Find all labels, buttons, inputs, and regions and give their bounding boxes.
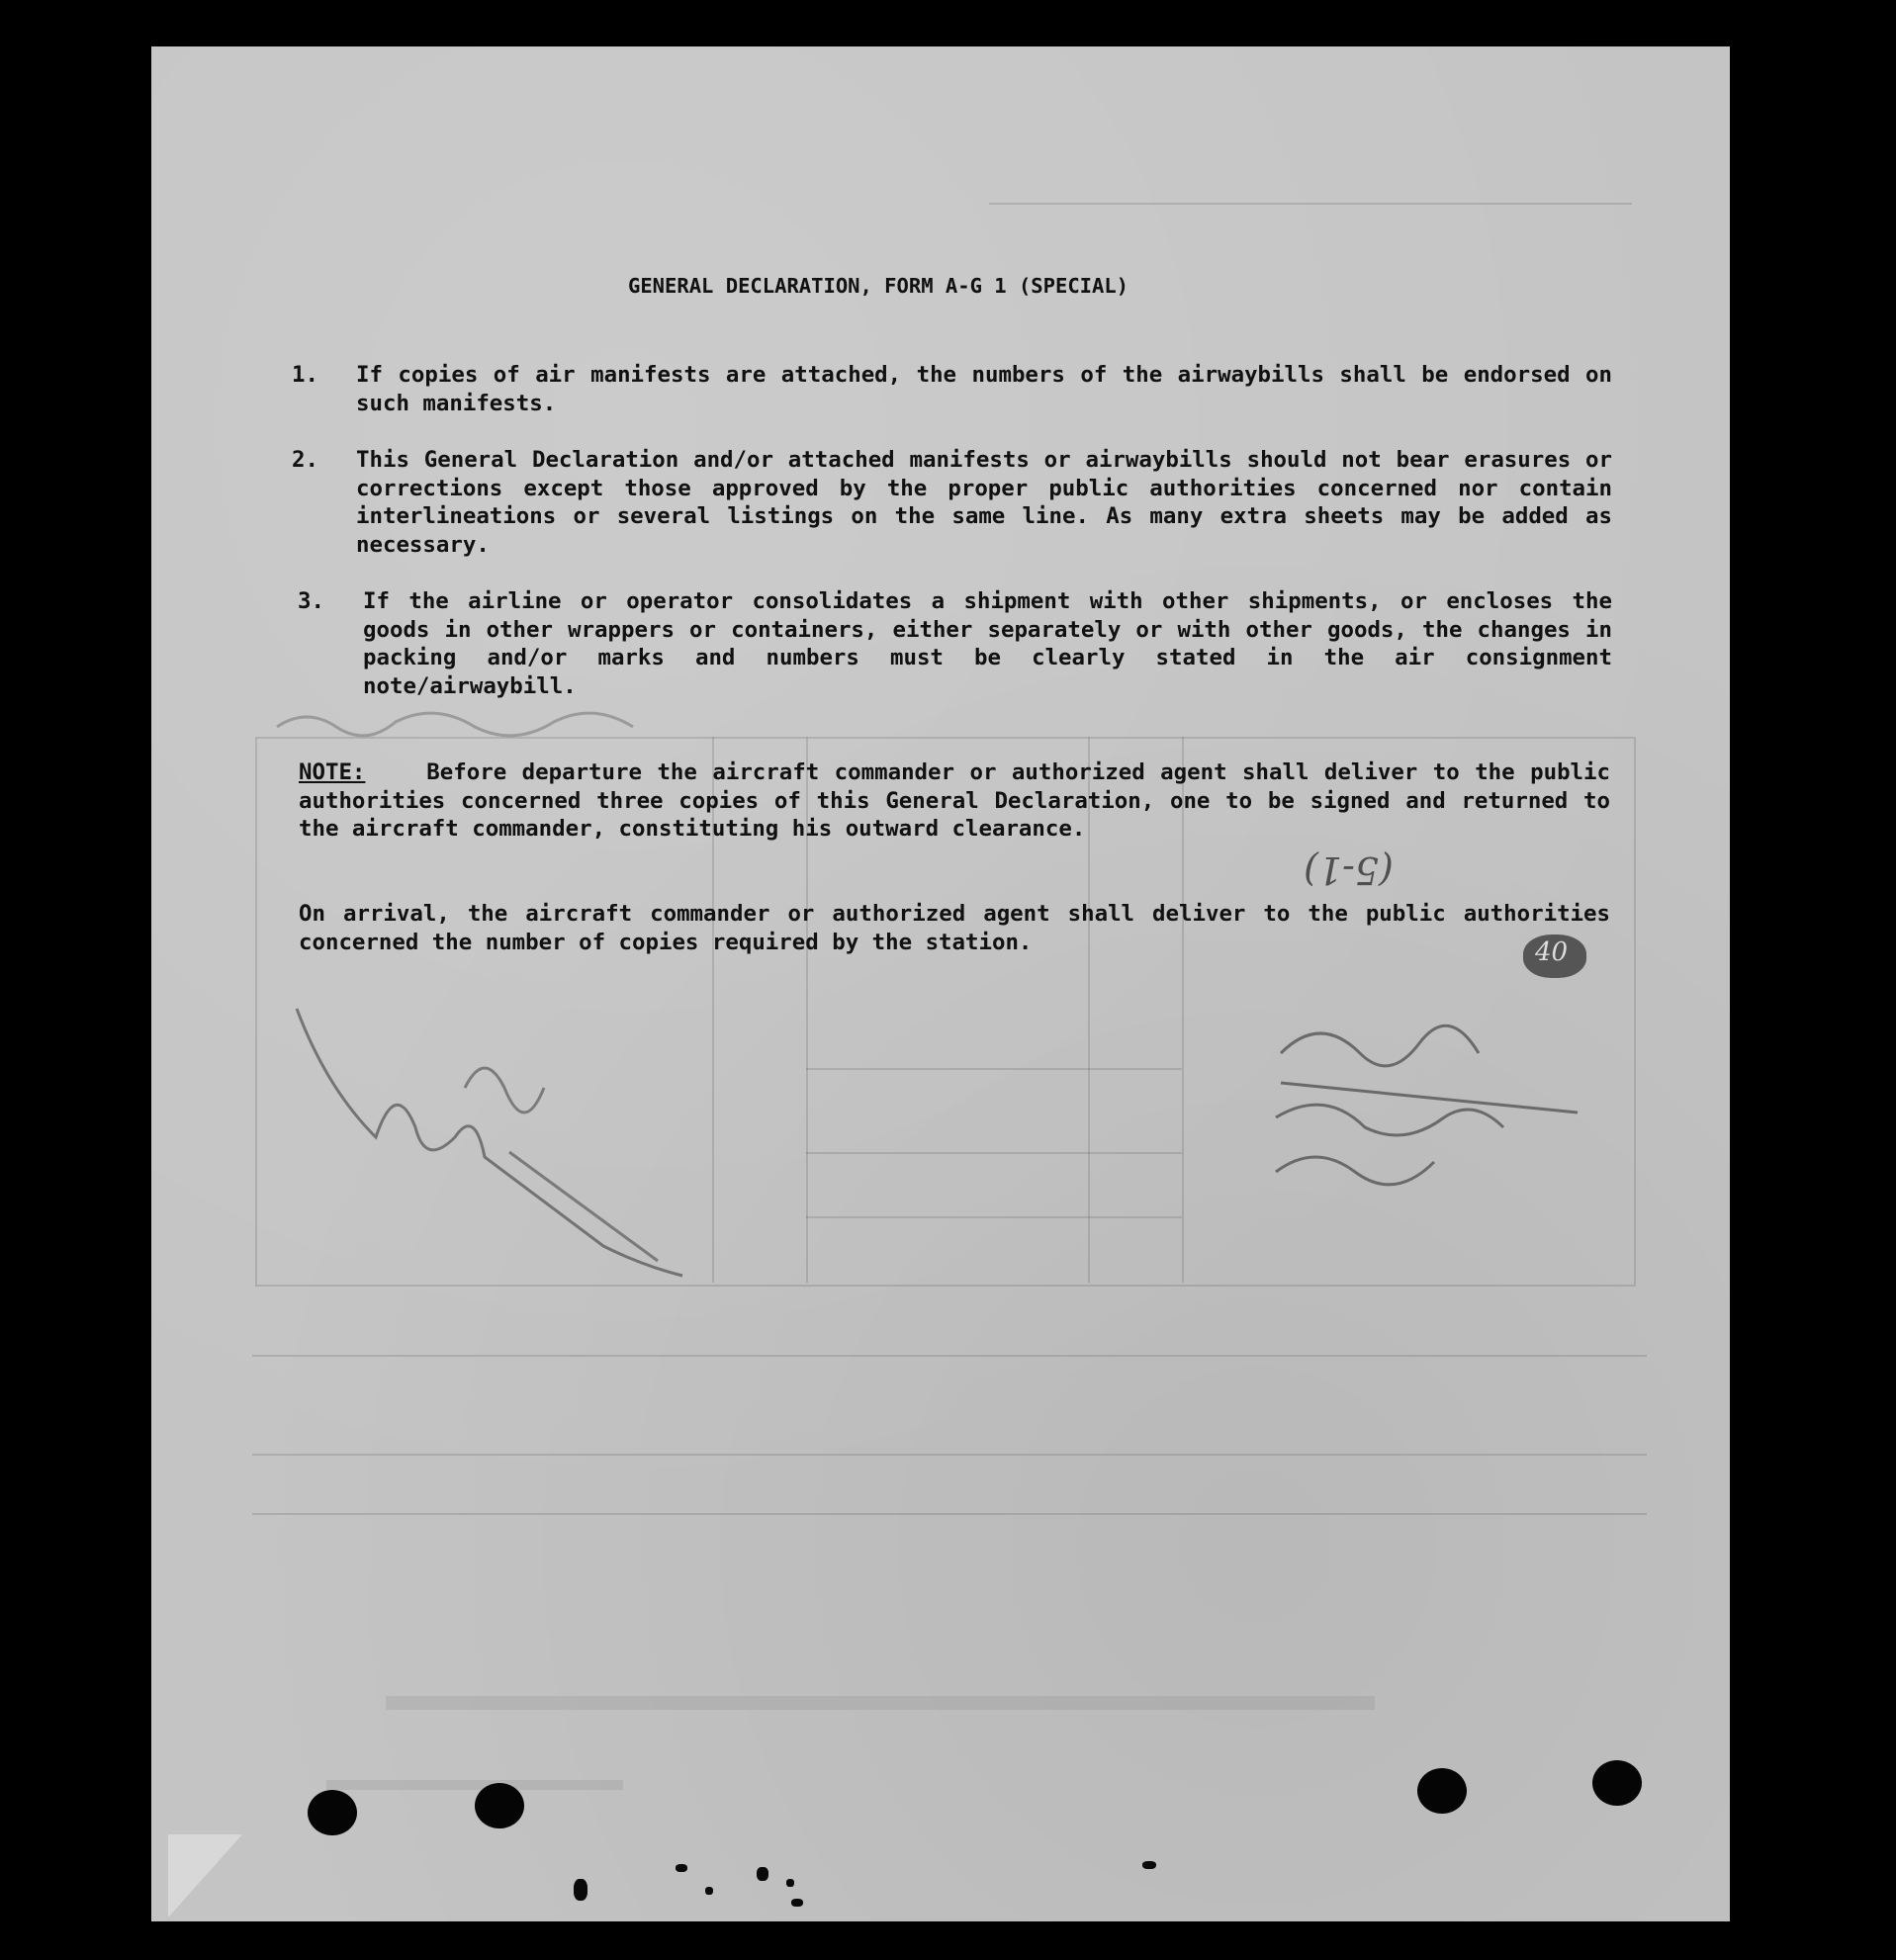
note-label: NOTE:	[299, 759, 366, 785]
item-text: If the airline or operator consolidates a shipment with other shipments, or encloses the goods in other wrappers or containers, either separately or with other goods, the changes in packing and/or marks and numbers must be clearly stated in the air consignment note/airwaybill.	[363, 588, 1612, 699]
punch-hole	[475, 1783, 524, 1828]
punch-hole	[308, 1790, 357, 1835]
speck	[705, 1887, 713, 1895]
punch-hole	[1417, 1768, 1467, 1814]
speck	[791, 1899, 803, 1907]
arrival-paragraph: On arrival, the aircraft commander or authorized agent shall deliver to the public authorities concerned the number of copies required by the station.	[299, 901, 1610, 955]
item-number: 2.	[292, 447, 318, 473]
item-text: This General Declaration and/or attached manifests or airwaybills should not bear erasures or corrections except those approved by the proper public authorities concerned nor contain interlineations or several listings on the same line. As many extra sheets may be added as necessary.	[356, 447, 1612, 558]
item-number: 1.	[292, 362, 318, 388]
speck	[1142, 1861, 1156, 1869]
punch-hole	[1592, 1760, 1642, 1806]
form-title: GENERAL DECLARATION, FORM A-G 1 (SPECIAL)	[628, 274, 1129, 298]
speck	[786, 1879, 794, 1887]
item-text: If copies of air manifests are attached, the numbers of the airwaybills shall be endorsed on such manifests.	[356, 362, 1612, 416]
speck	[676, 1864, 687, 1872]
handwritten-mark: (5-1)	[1304, 848, 1394, 892]
speck	[757, 1867, 768, 1881]
item-number: 3.	[298, 588, 324, 614]
handwritten-mark: 40	[1535, 937, 1569, 967]
speck	[574, 1879, 587, 1901]
note-text: Before departure the aircraft commander or authorized agent shall deliver to the public authorities concerned three copies of this General Declaration, one to be signed and returned to the aircraft commander, constituting his outward clearance.	[299, 759, 1610, 842]
